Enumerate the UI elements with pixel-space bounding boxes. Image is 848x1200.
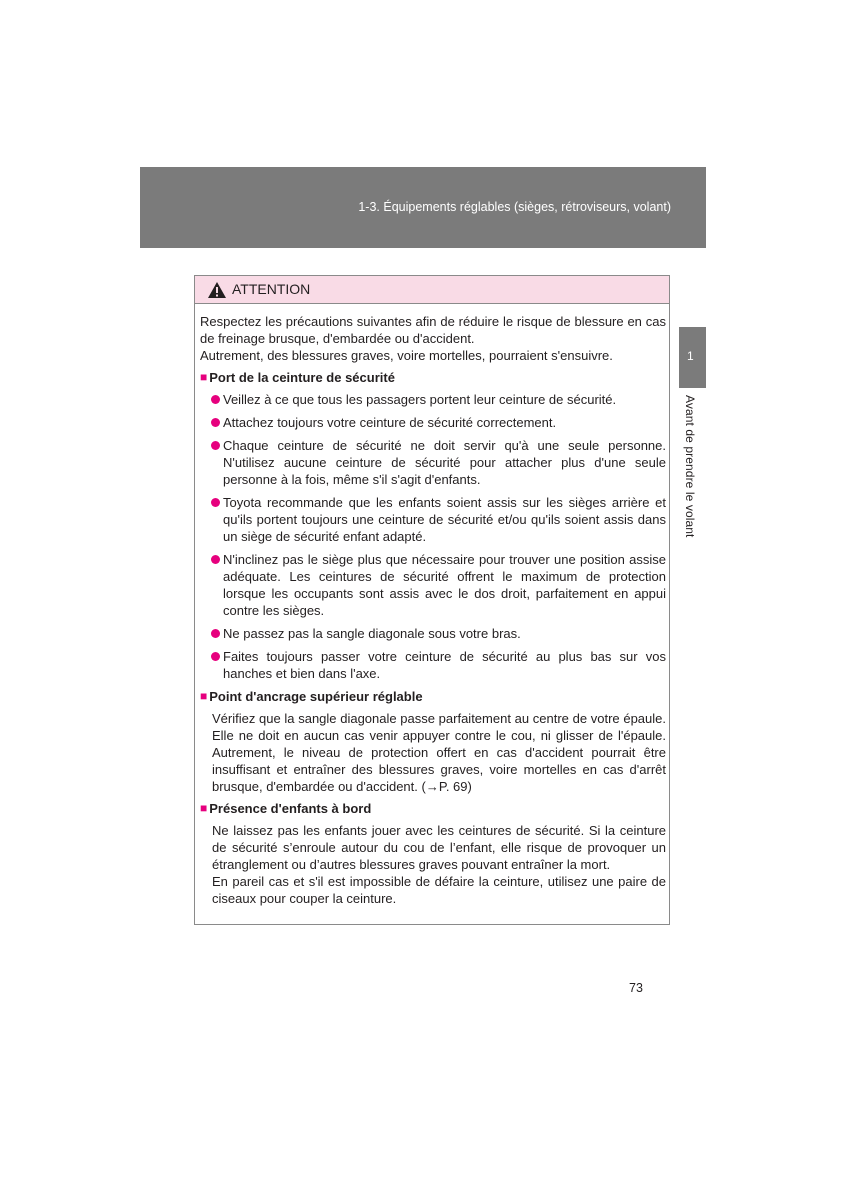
bullet-dot-icon: [211, 395, 220, 404]
section-heading: [200, 800, 666, 817]
bullet-dot-icon: [211, 555, 220, 564]
bullet-dot-icon: [211, 629, 220, 638]
bullet-dot-icon: [211, 441, 220, 450]
section-paragraph: Ne laissez pas les enfants jouer avec les ceintures de sécurité. Si la ceinture de sécurité s’enroule autour du cou de l’enfant, elle risque de provoquer un étranglement ou d’autres blessures graves pouvant entraîner la mort.: [212, 823, 666, 872]
section-paragraph: Vérifiez que la sangle diagonale passe parfaitement au centre de votre épaule. Elle ne doit en aucun cas venir appuyer contre le cou, ni glisser de l'épaule. Autrement, le niveau de protection offert en cas d'accident pourrait être insuffisant et entraîner des blessures graves, voire mortelles en cas d'arrêt brusque, d'embardée ou d'accident. (→P. 69): [212, 711, 666, 794]
chapter-label: Avant de prendre le volant: [683, 395, 697, 538]
square-bullet-icon: ■: [200, 689, 208, 703]
section-heading: [200, 369, 666, 386]
section-heading-text: Présence d'enfants à bord: [209, 801, 372, 816]
warning-triangle-icon: [207, 281, 227, 299]
chapter-tab: [679, 327, 706, 388]
list-item-text: Chaque ceinture de sécurité ne doit servir qu'à une seule personne. N'utilisez aucune ceinture de sécurité pour attacher plus d'une seule personne à la fois, même s'il s'agit d'enfants.: [223, 438, 666, 487]
warning-content: [200, 313, 666, 912]
warning-header: [195, 276, 669, 304]
list-item: [200, 414, 666, 431]
section-heading-text: Port de la ceinture de sécurité: [209, 370, 395, 385]
bullet-dot-icon: [211, 652, 220, 661]
section-heading-text: Point d'ancrage supérieur réglable: [209, 689, 423, 704]
square-bullet-icon: ■: [200, 370, 208, 384]
list-item-text: Faites toujours passer votre ceinture de sécurité au plus bas sur vos hanches et bien dans l'axe.: [223, 649, 666, 681]
list-item: [200, 437, 666, 488]
list-item-text: N'inclinez pas le siège plus que nécessaire pour trouver une position assise adéquate. Les ceintures de sécurité offrent le maximum de protection lorsque les occupants sont assis avec le dos droit, parfaitement en appui contre les sièges.: [223, 552, 666, 618]
page-number: 73: [629, 981, 643, 995]
list-item: [200, 648, 666, 682]
list-item-text: Veillez à ce que tous les passagers portent leur ceinture de sécurité.: [223, 392, 617, 407]
list-item-text: Ne passez pas la sangle diagonale sous votre bras.: [223, 626, 521, 641]
warning-title: ATTENTION: [232, 281, 311, 297]
list-item-text: Toyota recommande que les enfants soient assis sur les sièges arrière et qu'ils portent toujours une ceinture de sécurité et/ou qu'ils soient assis dans un siège de sécurité enfant adapté.: [223, 495, 666, 544]
square-bullet-icon: ■: [200, 801, 208, 815]
bullet-dot-icon: [211, 498, 220, 507]
list-item-text: Attachez toujours votre ceinture de sécurité correctement.: [223, 415, 557, 430]
intro-paragraph: Autrement, des blessures graves, voire mortelles, pourraient s'ensuivre.: [200, 348, 613, 363]
header-bar: [140, 167, 706, 248]
warning-box: [194, 275, 670, 925]
list-item: [200, 391, 666, 408]
chapter-number: 1: [687, 349, 694, 363]
section-heading: [200, 688, 666, 705]
list-item: [200, 625, 666, 642]
list-item: [200, 494, 666, 545]
section-title: 1-3. Équipements réglables (sièges, rétroviseurs, volant): [358, 200, 671, 214]
bullet-dot-icon: [211, 418, 220, 427]
intro-paragraph: Respectez les précautions suivantes afin de réduire le risque de blessure en cas de freinage brusque, d'embardée ou d'accident.: [200, 314, 666, 346]
section-paragraph: En pareil cas et s'il est impossible de défaire la ceinture, utilisez une paire de ciseaux pour couper la ceinture.: [212, 874, 666, 906]
list-item: [200, 551, 666, 619]
